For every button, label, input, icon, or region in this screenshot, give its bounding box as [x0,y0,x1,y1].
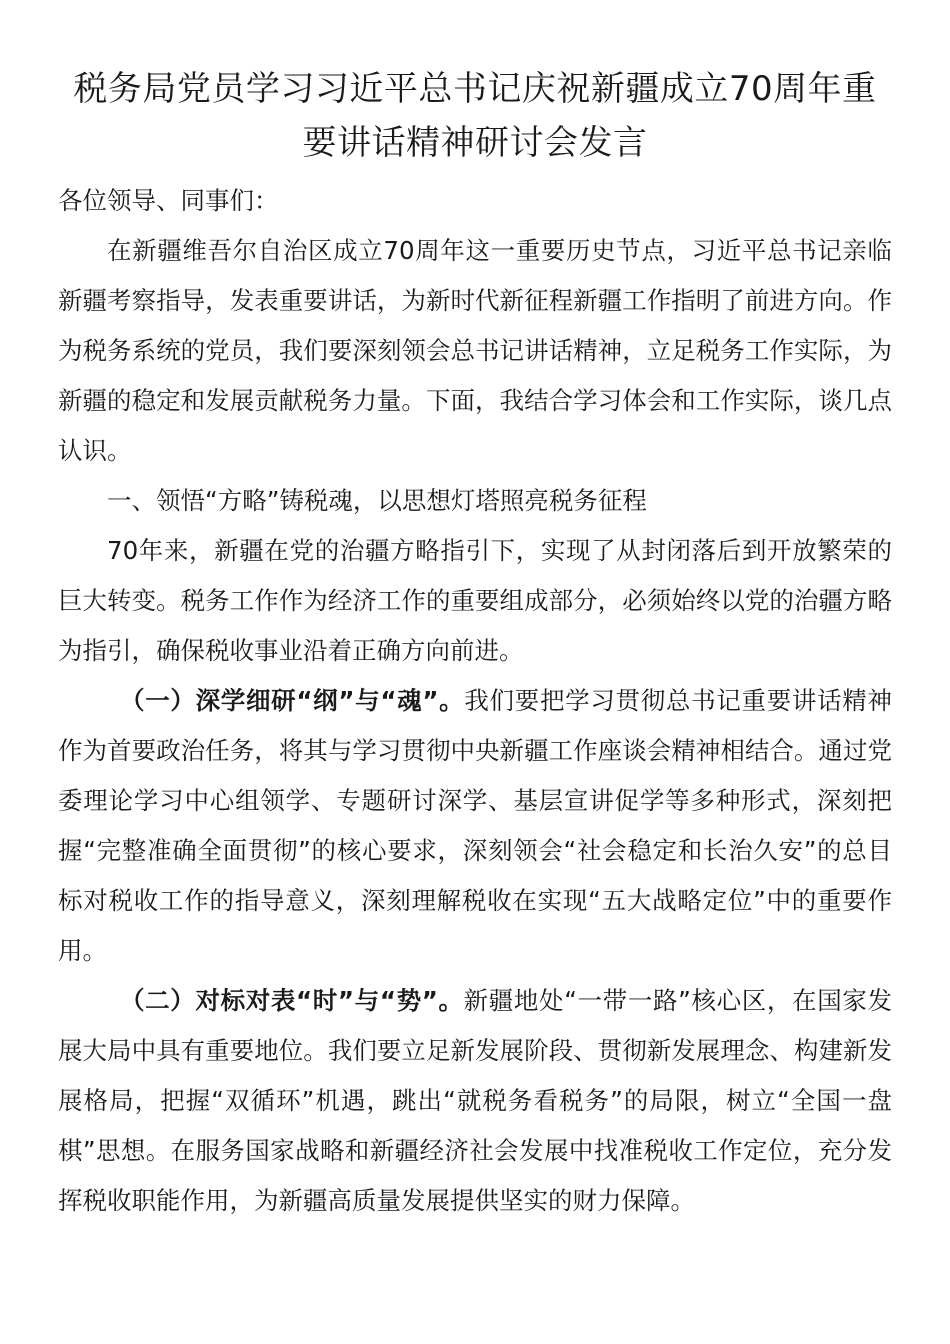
item-2-title: （二）对标对表“时”与“势”。 [120,986,464,1015]
greeting: 各位领导、同事们： [58,186,279,215]
intro-paragraph: 在新疆维吾尔自治区成立70周年这一重要历史节点，习近平总书记亲临新疆考察指导，发表重要讲话，为新时代新征程新疆工作指明了前进方向。作为税务系统的党员，我们要深刻领会总书记讲话精神，立足税务工作实际，为新疆的稳定和发展贡献税务力量。下面，我结合学习体会和工作实际，谈几点认识。 [58,236,892,465]
item-2-paragraph [58,976,892,1226]
document-title: 税务局党员学习习近平总书记庆祝新疆成立70周年重要讲话精神研讨会发言 [73,69,877,163]
item-2-body: 新疆地处“一带一路”核心区，在国家发展大局中具有重要地位。我们要立足新发展阶段、贯彻新发展理念、构建新发展格局，把握“双循环”机遇，跳出“就税务看税务”的局限，树立“全国一盘棋”思想。在服务国家战略和新疆经济社会发展中找准税收工作定位，充分发挥税收职能作用，为新疆高质量发展提供坚实的财力保障。 [58,986,892,1215]
item-1-paragraph [58,676,892,976]
item-1-body: 我们要把学习贯彻总书记重要讲话精神作为首要政治任务，将其与学习贯彻中央新疆工作座谈会精神相结合。通过党委理论学习中心组领学、专题研讨深学、基层宣讲促学等多种形式，深刻把握“完整准确全面贯彻”的核心要求，深刻领会“社会稳定和长治久安”的总目标对税收工作的指导意义，深刻理解税收在实现“五大战略定位”中的重要作用。 [58,686,892,965]
section-1-lead: 70年来，新疆在党的治疆方略指引下，实现了从封闭落后到开放繁荣的巨大转变。税务工作作为经济工作的重要组成部分，必须始终以党的治疆方略为指引，确保税收事业沿着正确方向前进。 [58,536,892,665]
section-1-heading: 一、领悟“方略”铸税魂，以思想灯塔照亮税务征程 [107,486,647,515]
item-1-title: （一）深学细研“纲”与“魂”。 [120,686,465,715]
document-page [58,62,892,1226]
